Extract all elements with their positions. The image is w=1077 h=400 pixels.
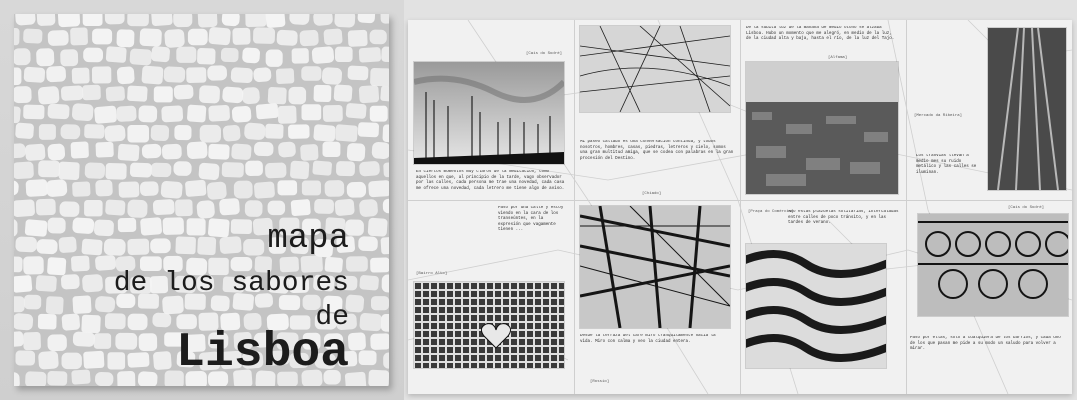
cobblestone xyxy=(72,295,91,314)
cobblestone xyxy=(265,124,284,139)
cobblestone xyxy=(357,14,375,23)
cobblestone xyxy=(82,274,104,293)
cobblestone xyxy=(83,351,104,369)
cobblestone xyxy=(94,105,117,123)
cobblestone xyxy=(47,104,69,120)
cobblestone xyxy=(72,103,94,121)
cobblestone xyxy=(207,181,228,200)
cobblestone xyxy=(105,313,126,329)
cobblestone xyxy=(313,85,331,102)
cobblestone xyxy=(59,201,79,217)
cobblestone xyxy=(72,181,91,197)
cobblestone xyxy=(14,48,31,65)
cobblestone xyxy=(151,46,170,62)
cobblestone xyxy=(336,161,355,176)
cobblestone xyxy=(127,352,149,368)
cobblestone xyxy=(36,275,57,292)
cobblestone xyxy=(290,161,310,180)
cobblestone xyxy=(95,142,113,158)
photo-caption: [Cais do Sodré] xyxy=(526,52,563,56)
prose-paragraph: De la súbita luz de la mañana de medio otoño se alzaba Lisboa. Hubo un momento que me alegró, en medio de la luz, de la ciudad alta y baja, hasta el río, de la luz del Tajo. xyxy=(746,26,895,42)
fold-line xyxy=(906,20,907,394)
cobblestone xyxy=(278,105,297,123)
photo-caption: [Chiado] xyxy=(642,192,662,196)
cobblestone xyxy=(25,144,46,162)
cobblestone xyxy=(383,198,389,213)
cobblestone xyxy=(242,47,260,63)
cobblestone xyxy=(160,181,182,199)
cobblestone xyxy=(14,199,35,217)
cobblestone xyxy=(347,65,368,80)
cobblestone xyxy=(104,125,126,143)
cobblestone xyxy=(358,122,379,137)
cover-title-line-1: mapa xyxy=(267,220,349,258)
cobblestone xyxy=(163,66,185,83)
cobblestone xyxy=(14,313,34,331)
cobblestone xyxy=(94,219,114,236)
cobblestone xyxy=(196,200,215,219)
cobblestone xyxy=(14,296,25,312)
cobblestone xyxy=(72,217,94,234)
cobblestone xyxy=(208,27,231,46)
cobblestone xyxy=(359,275,379,291)
photo-caption: [Mercado da Ribeira] xyxy=(914,114,963,118)
cobblestone xyxy=(268,87,287,105)
cobblestone xyxy=(221,48,239,62)
cobblestone xyxy=(151,163,172,178)
cobblestone xyxy=(175,236,196,254)
cobblestone xyxy=(348,30,368,47)
cobblestone xyxy=(301,104,321,120)
cobblestone xyxy=(208,218,230,237)
cover-title-line-4: Lisboa xyxy=(176,326,349,380)
prose-paragraph: Paso por ellas, sólo a cualquiera de los barrios, y cada uno de los que pasan me pide a su modo un saludo para volver a mirar. xyxy=(910,336,1061,352)
cobblestone xyxy=(73,331,96,347)
cobblestone xyxy=(106,46,127,63)
cobblestone xyxy=(348,332,366,351)
cobblestone xyxy=(104,238,126,256)
cobblestone xyxy=(359,161,380,177)
cobblestone xyxy=(313,14,333,26)
cobblestone xyxy=(71,369,90,384)
photo-caption: [Alfama] xyxy=(828,56,848,60)
cobblestone xyxy=(92,66,111,83)
cobblestone xyxy=(14,256,23,272)
cobblestone xyxy=(127,125,149,143)
cobblestone xyxy=(47,371,67,386)
cobblestone xyxy=(359,350,377,365)
cobblestone xyxy=(60,49,78,66)
cobblestone xyxy=(312,160,332,176)
cobblestone xyxy=(105,163,126,180)
cobblestone xyxy=(14,67,21,85)
cobblestone xyxy=(292,48,309,64)
photo-caption: [Rossio] xyxy=(590,380,610,384)
cobblestone xyxy=(368,180,389,198)
cobblestone xyxy=(266,49,283,67)
photo-caption: [Cais do Sodré] xyxy=(1008,206,1045,210)
prose-paragraph: Desde la terraza del café miro tranquilamente hacia la vida. Miro con calma y veo la ciudad entera. xyxy=(580,334,716,344)
cobblestone xyxy=(36,14,55,26)
cobblestone xyxy=(84,124,104,139)
cobblestone xyxy=(39,124,56,140)
cobblestone xyxy=(138,105,157,122)
cobblestone xyxy=(346,256,368,272)
cobblestone xyxy=(47,257,66,275)
cobblestone xyxy=(245,161,263,176)
cobblestone xyxy=(117,66,135,84)
cobblestone xyxy=(24,295,41,310)
cobblestone xyxy=(186,67,206,83)
photo-pavement-heart xyxy=(414,282,564,368)
cobblestone xyxy=(38,86,60,105)
cobblestone xyxy=(371,296,389,310)
cobblestone xyxy=(105,199,126,215)
cobblestone xyxy=(14,143,26,159)
cobblestone xyxy=(118,218,137,232)
prose-paragraph: Los tranvías llevan a medio mes su ruido metálico y las calles se iluminan. xyxy=(916,154,977,175)
cobblestone xyxy=(176,47,196,63)
cobblestone xyxy=(323,28,342,45)
cobblestone xyxy=(335,124,358,142)
cobblestone xyxy=(243,239,264,256)
cobblestone xyxy=(254,142,274,157)
cobblestone xyxy=(370,68,389,87)
cobblestone xyxy=(334,84,353,102)
cobblestone xyxy=(36,239,58,255)
cobblestone xyxy=(222,125,240,142)
cobblestone xyxy=(300,144,319,161)
cobblestone xyxy=(288,124,310,139)
cobblestone xyxy=(254,181,275,199)
cobblestone xyxy=(23,105,44,120)
cobblestone xyxy=(207,65,227,81)
cobblestone xyxy=(47,334,67,351)
cobblestone xyxy=(47,143,65,161)
cobblestone xyxy=(151,125,170,141)
cobblestone xyxy=(322,142,340,157)
cobblestone xyxy=(151,14,173,26)
cobblestone xyxy=(129,48,152,65)
fold-line xyxy=(574,20,575,394)
cobblestone xyxy=(231,106,251,123)
cobblestone xyxy=(23,332,41,350)
cobblestone xyxy=(311,46,334,64)
cobblestone xyxy=(173,14,192,27)
cobblestone xyxy=(38,160,60,177)
cobblestone xyxy=(95,179,113,196)
cobblestone xyxy=(380,237,389,255)
cobblestone xyxy=(232,28,250,45)
cover-title-line-2: de los sabores xyxy=(113,268,349,299)
cobblestone xyxy=(138,371,158,386)
cobblestone xyxy=(268,201,286,216)
cobblestone xyxy=(127,85,148,101)
cobblestone xyxy=(335,47,353,62)
cobblestone xyxy=(359,313,382,332)
photo-iron-structure xyxy=(580,206,730,328)
cobblestone xyxy=(58,236,77,253)
cobblestone xyxy=(371,142,389,160)
cobblestone xyxy=(187,104,207,122)
cobblestone xyxy=(197,237,216,256)
cobblestone xyxy=(222,162,244,178)
cobblestone xyxy=(116,29,134,47)
cobblestone xyxy=(61,353,81,370)
cobblestone xyxy=(161,105,183,122)
cover-title-line-3: de xyxy=(315,302,349,333)
cobblestone xyxy=(94,333,111,349)
cobblestone xyxy=(253,27,275,44)
cobblestone xyxy=(164,29,185,48)
book-cover xyxy=(14,14,389,386)
cobblestone xyxy=(197,48,216,65)
cobblestone xyxy=(174,84,194,99)
cobblestone xyxy=(84,200,103,216)
cobblestone xyxy=(188,29,208,46)
cobblestone xyxy=(14,331,24,348)
cobblestone xyxy=(58,162,79,181)
cobblestone xyxy=(359,85,380,103)
cobblestone xyxy=(291,199,311,216)
cobblestone xyxy=(105,14,125,25)
photo-rooftops xyxy=(746,62,898,194)
cobblestone xyxy=(46,296,64,314)
cobblestone xyxy=(14,275,32,293)
photo-iron-gate xyxy=(918,214,1068,316)
cobblestone xyxy=(14,161,34,179)
cobblestone xyxy=(277,180,297,195)
cobblestone xyxy=(128,314,148,331)
cobblestone xyxy=(208,144,230,160)
cobblestone xyxy=(153,199,175,215)
cobblestone xyxy=(381,46,389,62)
cobblestone xyxy=(231,219,252,234)
cobblestone xyxy=(245,14,266,27)
cobblestone xyxy=(15,350,35,365)
cobblestone xyxy=(198,163,219,181)
cobblestone xyxy=(313,124,336,142)
cobblestone xyxy=(139,28,162,47)
cobblestone xyxy=(139,333,158,351)
cobblestone xyxy=(23,256,44,274)
cobblestone xyxy=(383,162,389,178)
cobblestone xyxy=(380,14,389,24)
cobblestone xyxy=(276,68,295,84)
cobblestone xyxy=(324,180,344,197)
cobblestone xyxy=(36,199,56,216)
photo-caption: [Praça do Comércio] xyxy=(748,210,794,214)
prose-paragraph: Paso por una calle y estoy viendo en la cara de los transeúntes, en la expresión que vagamente tienen ... xyxy=(498,206,564,233)
fold-line xyxy=(408,200,1072,201)
cobblestone xyxy=(256,103,279,119)
cobblestone xyxy=(174,125,191,140)
cobblestone xyxy=(185,180,207,197)
cobblestone xyxy=(173,161,191,176)
cobblestone xyxy=(15,236,37,252)
cobblestone xyxy=(222,86,244,103)
cobblestone xyxy=(187,141,208,159)
cobblestone xyxy=(14,105,21,123)
cobblestone xyxy=(382,124,389,142)
cobblestone xyxy=(347,182,367,198)
cobblestone xyxy=(14,180,19,196)
cobblestone xyxy=(61,313,80,331)
cobblestone xyxy=(71,255,90,271)
cobblestone xyxy=(106,86,126,101)
photo-masts xyxy=(414,62,564,164)
cobblestone xyxy=(187,218,206,235)
cobblestone xyxy=(370,106,388,122)
prose-paragraph: Amo estas plazuelas solitarias, intercaladas entre calles de poco tránsito, y en las tardes de verano. xyxy=(788,210,899,226)
cobblestone xyxy=(347,143,366,162)
cobblestone xyxy=(299,30,319,47)
cobblestone xyxy=(199,85,220,103)
cobblestone xyxy=(15,122,34,139)
cobblestone xyxy=(162,144,182,160)
photo-tram-wires xyxy=(580,26,730,112)
cobblestone xyxy=(127,14,149,26)
cobblestone xyxy=(15,14,36,26)
cobblestone xyxy=(219,198,240,216)
cobblestone xyxy=(82,85,101,101)
fold-line xyxy=(740,20,741,394)
photo-tram-tracks xyxy=(988,28,1066,190)
cobblestone xyxy=(323,105,343,122)
cobblestone xyxy=(38,314,57,330)
cobblestone xyxy=(381,314,389,332)
cobblestone xyxy=(200,125,221,143)
cobblestone xyxy=(234,181,253,199)
cobblestone xyxy=(23,28,43,43)
cobblestone xyxy=(60,124,80,139)
cobblestone xyxy=(118,181,139,198)
prose-paragraph: Mi paseo callado es una conversación continua, y todos nosotros, hombres, casas, piedras, letreros y cielo, somos una gran multitud amiga, que se codea con palabras en la gran procesión del Destino. xyxy=(580,140,734,161)
photo-caption: [Bairro Alto] xyxy=(416,272,448,276)
cobblestone xyxy=(127,199,148,217)
cobblestone xyxy=(152,312,172,327)
cobblestone xyxy=(370,257,389,272)
photo-wave-pavement xyxy=(746,244,886,368)
cobblestone xyxy=(368,370,389,386)
cobblestone xyxy=(322,67,343,85)
cobblestone xyxy=(81,239,102,256)
cobblestone xyxy=(47,218,65,234)
cobblestone xyxy=(140,217,162,236)
cobblestone xyxy=(38,351,59,370)
cobblestone xyxy=(358,236,378,251)
cobblestone xyxy=(334,14,355,28)
cobblestone xyxy=(95,372,114,386)
cobblestone xyxy=(244,122,266,140)
cobblestone xyxy=(302,180,321,195)
cobblestone xyxy=(163,217,185,235)
cobblestone xyxy=(58,14,81,27)
cobblestone xyxy=(48,30,69,46)
cobblestone xyxy=(276,30,298,46)
cobblestone xyxy=(92,29,112,45)
cobblestone xyxy=(24,67,46,83)
cobblestone xyxy=(36,48,54,66)
cobblestone xyxy=(383,352,389,368)
cobblestone xyxy=(359,47,382,63)
cobblestone xyxy=(83,48,103,63)
cobblestone xyxy=(370,333,389,350)
cobblestone xyxy=(370,30,387,45)
cobblestone xyxy=(219,236,242,254)
cobblestone xyxy=(150,238,171,253)
cobblestone xyxy=(130,162,152,177)
cobblestone xyxy=(288,87,306,105)
cobblestone xyxy=(25,179,47,197)
cobblestone xyxy=(14,372,20,386)
cobblestone xyxy=(231,67,254,83)
cobblestone xyxy=(115,333,137,350)
cobblestone xyxy=(118,144,140,162)
cobblestone xyxy=(14,28,20,46)
cobblestone xyxy=(85,162,106,179)
cobblestone xyxy=(141,65,163,84)
cobblestone xyxy=(346,103,367,119)
cobblestone xyxy=(61,85,84,101)
cobblestone xyxy=(208,105,230,122)
cobblestone xyxy=(81,315,101,334)
cobblestone xyxy=(245,200,263,217)
cobblestone xyxy=(95,296,116,313)
cobblestone xyxy=(265,162,287,178)
cobblestone xyxy=(153,351,172,370)
cobblestone xyxy=(368,218,388,237)
cobblestone xyxy=(25,371,47,386)
cobblestone xyxy=(14,86,32,103)
cobblestone xyxy=(117,371,135,386)
cobblestone xyxy=(334,199,354,217)
cobblestone xyxy=(46,179,68,197)
cobblestone xyxy=(127,238,149,255)
cobblestone xyxy=(154,86,173,102)
cobblestone xyxy=(83,14,103,26)
cobblestone xyxy=(46,66,66,83)
cobblestone xyxy=(70,27,88,45)
cobblestone xyxy=(198,14,218,28)
cobblestone xyxy=(116,106,137,123)
cobblestone xyxy=(72,67,90,83)
cobblestone xyxy=(382,274,389,292)
cobblestone xyxy=(253,67,272,83)
cobblestone xyxy=(380,86,389,103)
cobblestone xyxy=(301,66,321,81)
cobblestone xyxy=(289,14,310,25)
cobblestone xyxy=(359,199,379,218)
cobblestone xyxy=(25,219,48,237)
cobblestone xyxy=(142,144,162,159)
cobblestone xyxy=(14,219,17,237)
cobblestone xyxy=(61,274,80,290)
cobblestone xyxy=(265,14,285,28)
cobblestone xyxy=(231,143,252,160)
cobblestone xyxy=(278,141,297,157)
cobblestone xyxy=(140,181,159,196)
cobblestone xyxy=(241,87,260,105)
cobblestone xyxy=(175,199,193,216)
unfolded-map-leaflet xyxy=(408,20,1072,394)
cobblestone xyxy=(314,199,334,214)
cobblestone xyxy=(221,14,240,27)
cobblestone xyxy=(70,141,89,158)
cobblestone xyxy=(108,352,126,369)
prose-paragraph: En ciertos momentos muy claros de la meditación, como aquellos en que, al principio de la tarde, vago observador por las calles, cada persona me trae una novedad, cada casa me ofrece una novedad, cada letrero me tiene algo de aviso. xyxy=(416,170,565,191)
